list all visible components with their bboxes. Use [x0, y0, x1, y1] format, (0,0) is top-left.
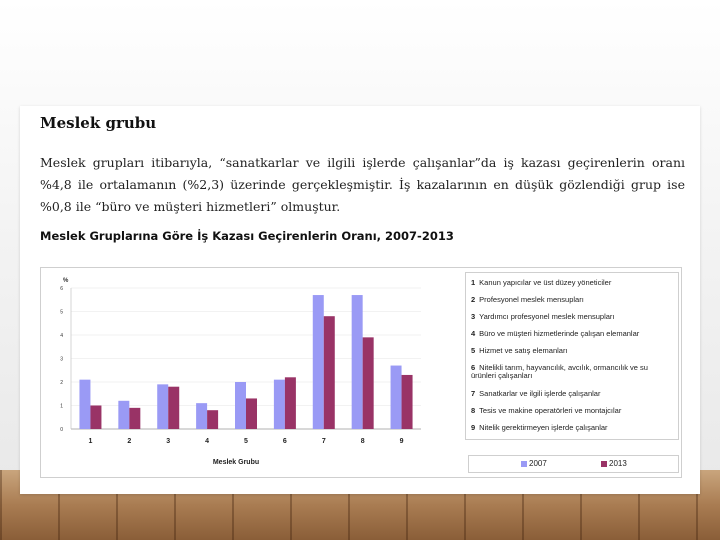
bar-2007-cat-9	[391, 366, 402, 429]
y-tick-label: 6	[60, 286, 63, 292]
x-tick-label: 2	[127, 438, 132, 445]
legend-item-number: 3	[471, 312, 476, 321]
legend-item-4	[471, 330, 671, 338]
legend-item-label: Nitelik gerektirmeyen işlerde çalışanlar	[479, 423, 608, 432]
x-tick-label: 6	[282, 438, 287, 445]
legend-label-2007: 2007	[529, 459, 547, 468]
legend-item-1	[471, 279, 671, 287]
bar-2007-cat-2	[118, 401, 129, 429]
legend-item-label: Nitelikli tarım, hayvancılık, avcılık, ormancılık ve su ürünleri çalışanları	[471, 363, 648, 380]
series-legend	[468, 455, 679, 473]
y-tick-label: 1	[60, 403, 63, 410]
x-tick-label: 1	[88, 438, 93, 445]
legend-item-number: 1	[471, 278, 476, 287]
x-axis-title: Meslek Grubu	[212, 459, 260, 466]
legend-item-8	[471, 407, 671, 415]
y-tick-label: 3	[60, 356, 63, 363]
y-axis-title: %	[63, 278, 69, 284]
legend-label-2013: 2013	[609, 459, 627, 468]
x-tick-label: 5	[244, 438, 248, 445]
legend-item-label: Sanatkarlar ve ilgili işlerde çalışanlar	[479, 389, 601, 398]
bar-2013-cat-2	[129, 408, 140, 429]
legend-item-number: 7	[471, 389, 476, 398]
bar-2007-cat-3	[157, 384, 168, 429]
body-paragraph: Meslek grupları itibarıyla, “sanatkarlar ve ilgili işlerde çalışanlar”da iş kazası geçirenlerin oranı %4,8 ile ortalamanın (%2,3) üzerinde gerçekleşmiştir. İş kazalarının en düşük gözlendiği grup ise %0,8 ile “büro ve müşteri hizmetleri” olmuştur.	[40, 155, 685, 214]
legend-item-number: 6	[471, 363, 476, 372]
legend-item-number: 4	[471, 329, 476, 338]
chart-title: Meslek Gruplarına Göre İş Kazası Geçirenlerin Oranı, 2007-2013	[40, 229, 454, 243]
y-tick-label: 4	[60, 333, 63, 339]
bar-2007-cat-5	[235, 382, 246, 429]
legend-item-label: Büro ve müşteri hizmetlerinde çalışan elemanlar	[479, 329, 640, 338]
bar-2007-cat-8	[352, 295, 363, 429]
y-tick-label: 2	[60, 380, 63, 386]
legend-item-number: 5	[471, 346, 476, 355]
bar-chart	[41, 268, 461, 477]
legend-item-number: 8	[471, 406, 476, 415]
bar-2013-cat-4	[207, 410, 218, 429]
y-tick-label: 5	[60, 309, 63, 316]
bar-2007-cat-4	[196, 403, 207, 429]
legend-item-3	[471, 313, 671, 321]
legend-swatch-2007	[521, 461, 527, 467]
bar-2013-cat-1	[90, 406, 101, 430]
x-tick-label: 4	[205, 438, 210, 445]
legend-item-label: Hizmet ve satış elemanları	[479, 346, 568, 355]
bar-2007-cat-7	[313, 295, 324, 429]
legend-item-label: Kanun yapıcılar ve üst düzey yöneticiler	[479, 278, 612, 287]
y-tick-label: 0	[60, 427, 63, 433]
bar-2013-cat-5	[246, 398, 257, 429]
slide-panel	[20, 106, 700, 494]
section-heading: Meslek grubu	[40, 114, 157, 132]
legend-item-6	[471, 364, 671, 380]
bar-2013-cat-8	[363, 337, 374, 429]
legend-item-7	[471, 390, 671, 398]
bar-2013-cat-3	[168, 387, 179, 429]
x-tick-label: 8	[360, 438, 365, 445]
x-tick-label: 3	[166, 438, 171, 445]
legend-item-number: 9	[471, 423, 476, 432]
category-legend	[465, 272, 679, 440]
legend-item-5	[471, 347, 671, 355]
legend-item-number: 2	[471, 295, 476, 304]
legend-item-label: Tesis ve makine operatörleri ve montajcılar	[479, 406, 622, 415]
x-tick-label: 7	[321, 438, 326, 445]
legend-item-label: Yardımcı profesyonel meslek mensupları	[479, 312, 615, 321]
bar-2007-cat-6	[274, 380, 285, 429]
legend-item-9	[471, 424, 671, 432]
bar-2007-cat-1	[79, 380, 90, 429]
legend-item-label: Profesyonel meslek mensupları	[479, 295, 584, 304]
bar-2013-cat-6	[285, 377, 296, 429]
bar-2013-cat-9	[402, 375, 413, 429]
legend-item-2	[471, 296, 671, 304]
bar-2013-cat-7	[324, 316, 335, 429]
x-tick-label: 9	[399, 438, 404, 445]
chart-container	[40, 267, 682, 478]
legend-swatch-2013	[601, 461, 607, 467]
